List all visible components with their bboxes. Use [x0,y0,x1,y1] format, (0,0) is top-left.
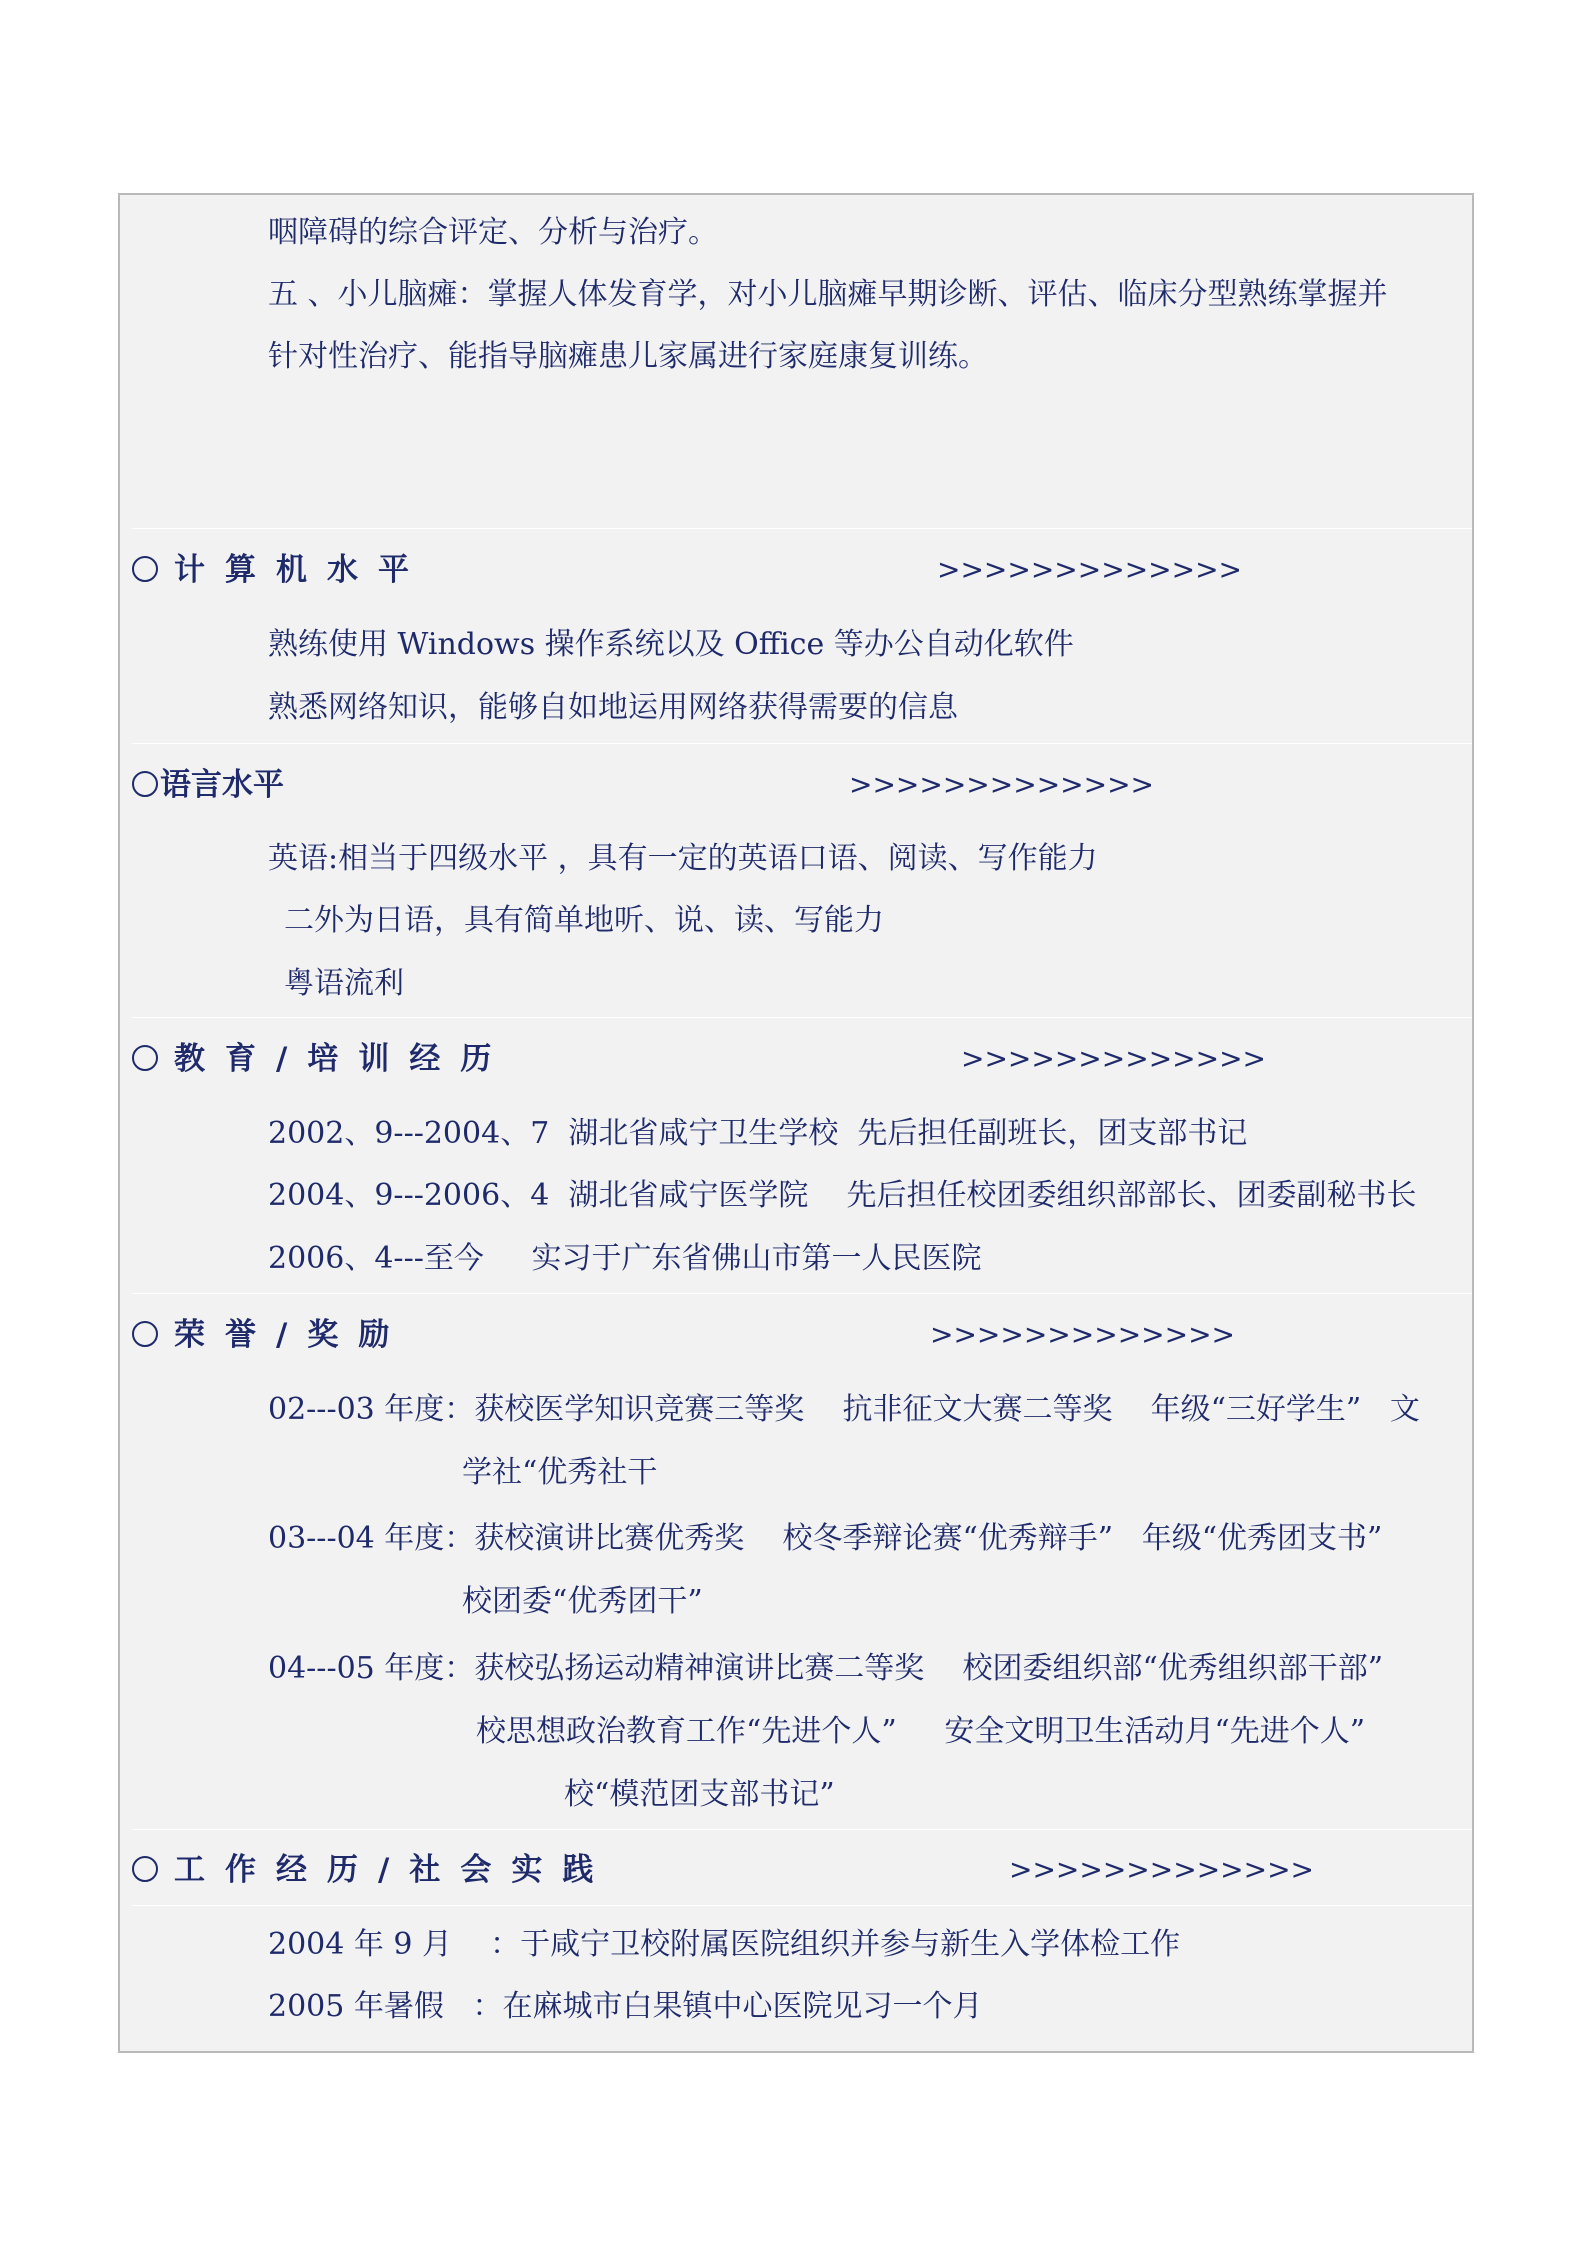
section-heading-computer [132,550,429,590]
section-divider [132,528,1472,529]
list-item: 2004、9---2006、4 湖北省咸宁医学院 先后担任校团委组织部部长、团委副秘书长 [268,1178,1417,1213]
honor-line: 校团委“优秀团干” [462,1584,703,1619]
section-title: 荣誉/奖励 [174,1317,410,1353]
section-title: 语言水平 [160,767,284,803]
circle-bullet-icon [132,1321,158,1347]
circle-bullet-icon [132,1856,158,1882]
honor-line: 02---03 年度：获校医学知识竞赛三等奖 抗非征文大赛二等奖 年级“三好学生” 文 [268,1392,1420,1427]
honor-line: 校“模范团支部书记” [564,1777,835,1812]
list-item: 二外为日语，具有简单地听、说、读、写能力 [284,903,884,938]
honor-line: 校思想政治教育工作“先进个人” 安全文明卫生活动月“先进个人” [476,1714,1366,1749]
section-title: 工作经历/社会实践 [174,1852,614,1888]
honor-line: 学社“优秀社干 [462,1455,658,1490]
section-arrows: >>>>>>>>>>>>> [1009,1853,1314,1886]
section-heading-education [132,1039,511,1079]
list-item: 熟练使用 Windows 操作系统以及 Office 等办公自动化软件 [268,627,1074,662]
circle-bullet-icon [132,1045,158,1071]
section-divider [132,1829,1472,1830]
honor-line: 04---05 年度：获校弘扬运动精神演讲比赛二等奖 校团委组织部“优秀组织部干部” [268,1651,1384,1686]
section-arrows: >>>>>>>>>>>>> [930,1318,1235,1351]
intro-line: 五 、小儿脑瘫：掌握人体发育学，对小儿脑瘫早期诊断、评估、临床分型熟练掌握并 [268,277,1388,312]
list-item: 2004 年 9 月 ：于咸宁卫校附属医院组织并参与新生入学体检工作 [268,1927,1181,1962]
section-divider [132,743,1472,744]
resume-frame [118,193,1474,2053]
section-divider [132,1293,1472,1294]
section-title: 计算机水平 [174,552,429,588]
section-heading-language [132,765,284,805]
list-item: 2005 年暑假 ：在麻城市白果镇中心医院见习一个月 [268,1989,983,2024]
intro-line: 针对性治疗、能指导脑瘫患儿家属进行家庭康复训练。 [268,339,988,374]
list-item: 熟悉网络知识，能够自如地运用网络获得需要的信息 [268,690,958,725]
circle-bullet-icon [132,556,158,582]
section-title: 教育/培训经历 [174,1041,512,1077]
intro-line: 咽障碍的综合评定、分析与治疗。 [268,215,718,250]
list-item: 2006、4---至今 实习于广东省佛山市第一人民医院 [268,1241,982,1276]
section-heading-honors [132,1315,409,1355]
section-divider [132,1905,1472,1906]
list-item: 2002、9---2004、7 湖北省咸宁卫生学校 先后担任副班长，团支部书记 [268,1116,1248,1151]
circle-bullet-icon [132,771,158,797]
honor-line: 03---04 年度：获校演讲比赛优秀奖 校冬季辩论赛“优秀辩手” 年级“优秀团支书” [268,1521,1383,1556]
section-arrows: >>>>>>>>>>>>> [937,553,1242,586]
section-heading-work [132,1850,613,1890]
section-arrows: >>>>>>>>>>>>> [849,768,1154,801]
section-divider [132,1017,1472,1018]
section-arrows: >>>>>>>>>>>>> [961,1042,1266,1075]
list-item: 英语:相当于四级水平 ，具有一定的英语口语、阅读、写作能力 [268,841,1098,876]
list-item: 粤语流利 [284,966,404,1001]
